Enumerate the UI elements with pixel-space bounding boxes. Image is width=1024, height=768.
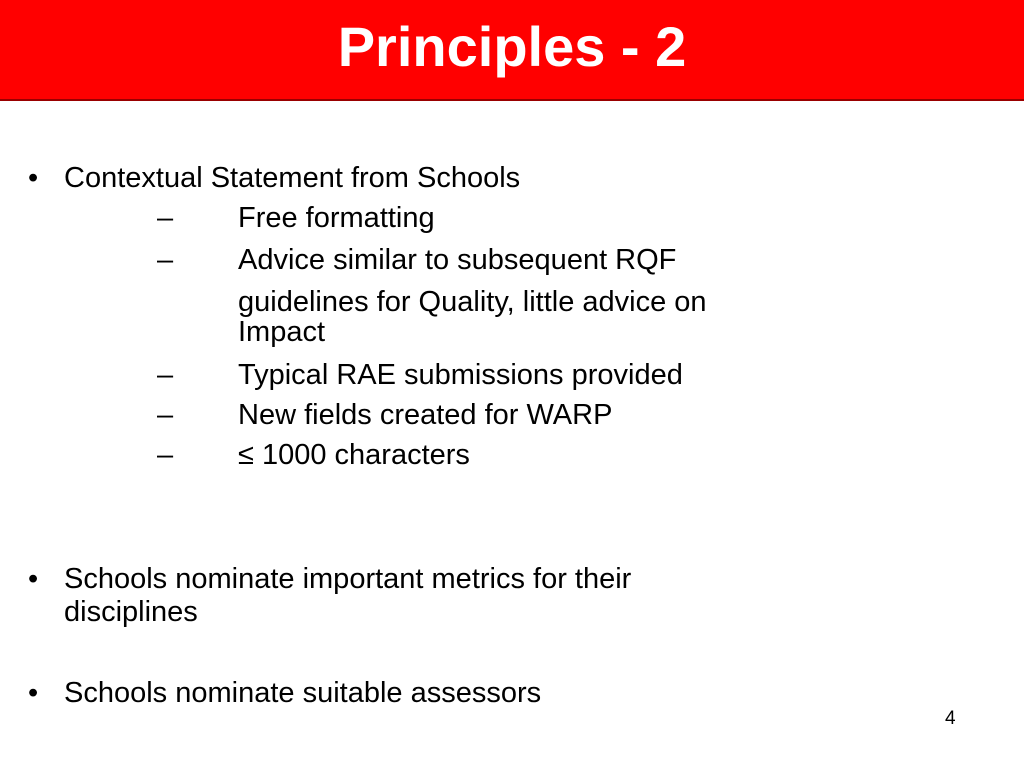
bullet-text-contextual-statement: Contextual Statement from Schools	[64, 162, 521, 194]
subitem-character-limit: ≤ 1000 characters	[238, 439, 470, 471]
dash-icon: –	[157, 359, 174, 391]
dash-icon: –	[157, 202, 174, 234]
subitem-impact-line: Impact	[238, 316, 326, 348]
dash-icon: –	[157, 439, 174, 471]
dash-icon: –	[157, 244, 174, 276]
title-bar	[0, 0, 1024, 101]
subitem-guidelines-line: guidelines for Quality, little advice on	[238, 286, 707, 318]
slide-title: Principles - 2	[337, 14, 687, 78]
bullet-text-nominate-metrics: Schools nominate important metrics for their	[64, 563, 632, 595]
bullet-icon: •	[28, 563, 39, 595]
page-number: 4	[945, 708, 956, 729]
bullet-icon: •	[28, 677, 39, 709]
bullet-icon: •	[28, 162, 39, 194]
subitem-free-formatting: Free formatting	[238, 202, 435, 234]
subitem-typical-rae: Typical RAE submissions provided	[238, 359, 683, 391]
bullet-text-nominate-metrics-cont: disciplines	[64, 596, 198, 628]
dash-icon: –	[157, 399, 174, 431]
subitem-new-fields: New fields created for WARP	[238, 399, 613, 431]
subitem-advice-similar: Advice similar to subsequent RQF	[238, 244, 677, 276]
bullet-text-nominate-assessors: Schools nominate suitable assessors	[64, 677, 542, 709]
